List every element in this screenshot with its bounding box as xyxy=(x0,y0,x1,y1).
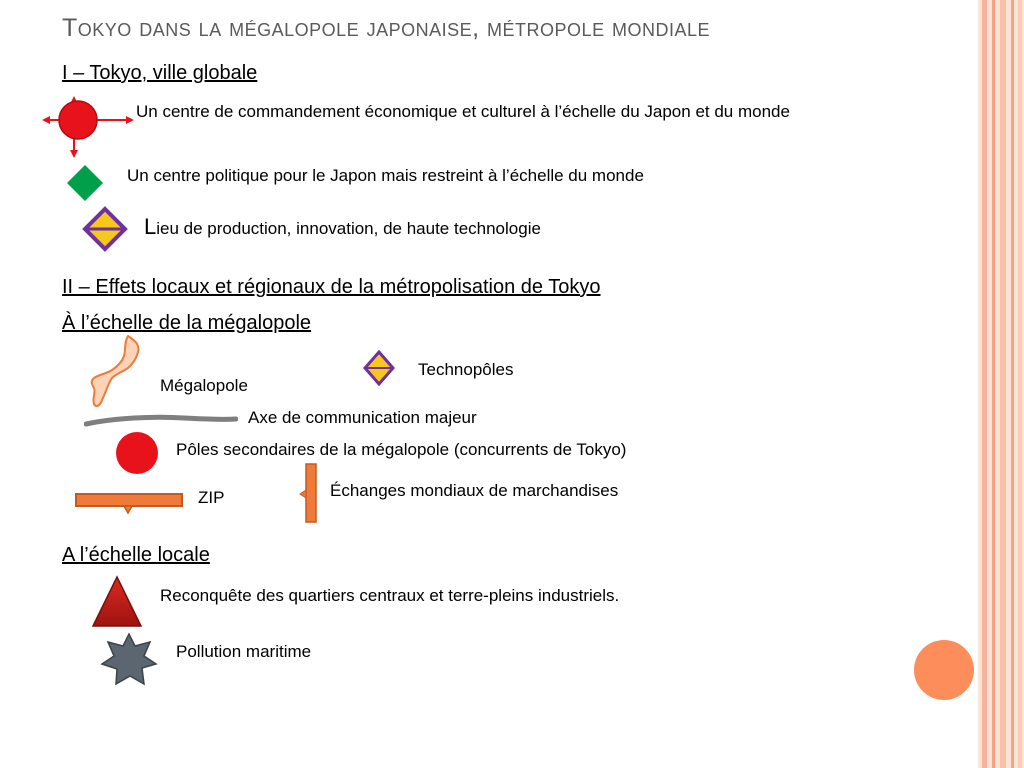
section-heading-effets: II – Effets locaux et régionaux de la métropolisation de Tokyo xyxy=(62,276,601,298)
legend-commandement: Un centre de commandement économique et culturel à l’échelle du Japon et du monde xyxy=(136,102,790,121)
decorative-circle xyxy=(914,640,974,700)
grey-star-icon xyxy=(100,632,158,686)
legend-technopoles: Technopôles xyxy=(418,360,514,379)
section-heading-echelle-locale: A l’échelle locale xyxy=(62,544,210,566)
purple-yellow-diamond-icon xyxy=(82,206,128,252)
legend-lieu-production xyxy=(144,214,541,240)
legend-lieu-production-initial: L xyxy=(144,214,157,239)
subheading-megalopole: À l’échelle de la mégalopole xyxy=(62,312,312,334)
legend-echanges-mondiaux: Échanges mondiaux de marchandises xyxy=(330,481,619,500)
legend-lieu-production-rest: ieu de production, innovation, de haute technologie xyxy=(156,219,541,238)
red-circle-arrows-icon xyxy=(40,96,136,160)
communication-axis-icon xyxy=(84,410,238,430)
megalopole-shape-icon xyxy=(88,334,144,410)
legend-pollution-maritime: Pollution maritime xyxy=(176,642,312,661)
decorative-stripes xyxy=(978,0,1024,768)
red-circle-icon xyxy=(114,430,160,476)
zip-bar-icon xyxy=(74,490,186,516)
legend-zip: ZIP xyxy=(198,488,225,507)
page-title: Tokyo dans la mégalopole japonaise, métropole mondiale xyxy=(62,14,711,42)
section-heading-tokyo-ville-globale: I – Tokyo, ville globale xyxy=(62,62,258,84)
vertical-double-arrow-icon xyxy=(298,462,324,524)
legend-reconquete: Reconquête des quartiers centraux et terre-pleins industriels. xyxy=(160,586,620,605)
legend-megalopole: Mégalopole xyxy=(160,376,248,395)
legend-poles-secondaires: Pôles secondaires de la mégalopole (concurrents de Tokyo) xyxy=(176,440,627,459)
green-diamond-icon xyxy=(66,164,104,202)
legend-axe-communication: Axe de communication majeur xyxy=(248,408,477,427)
legend-centre-politique: Un centre politique pour le Japon mais restreint à l’échelle du monde xyxy=(127,166,644,185)
red-triangle-icon xyxy=(90,574,144,630)
technopole-diamond-icon xyxy=(362,350,396,386)
